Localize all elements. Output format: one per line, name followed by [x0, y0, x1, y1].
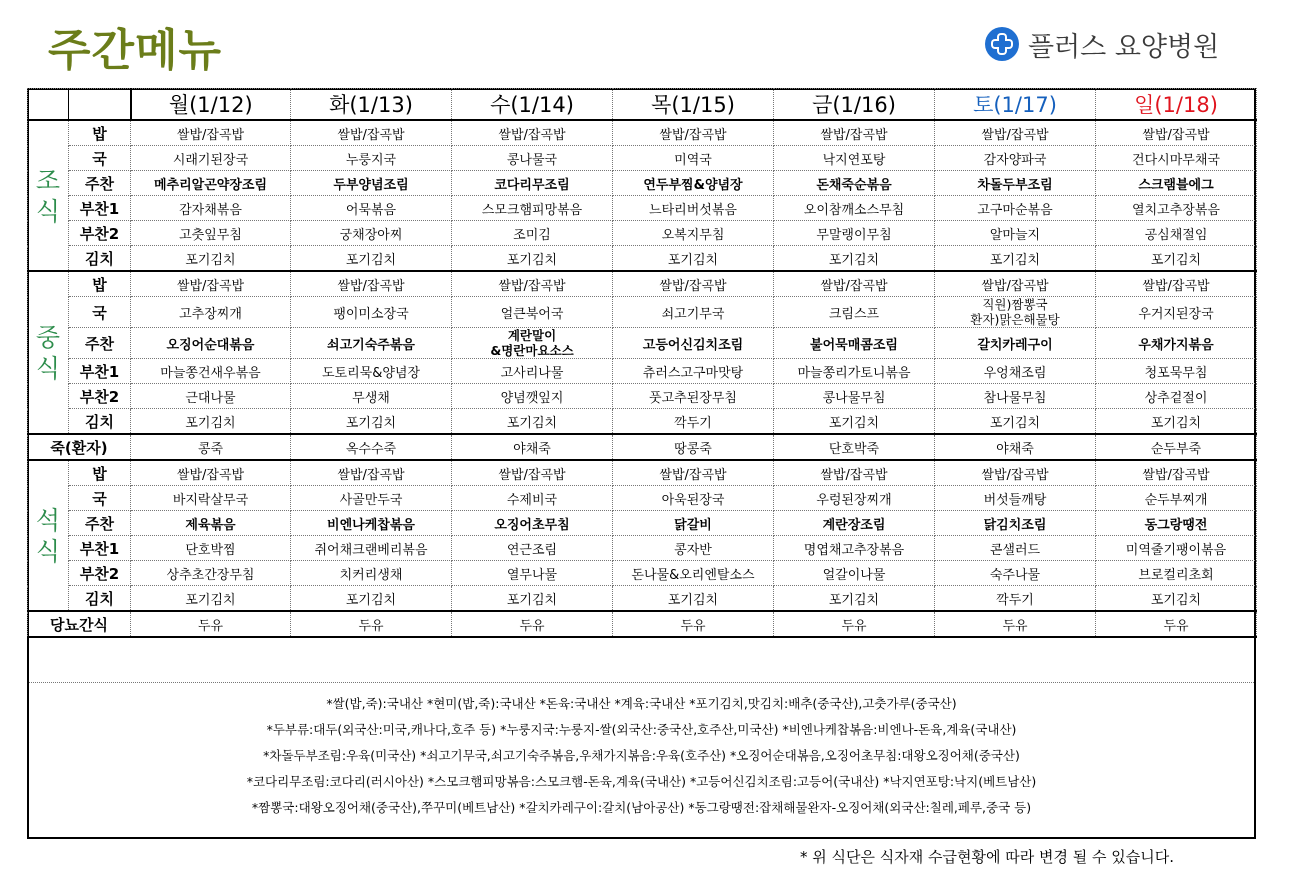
menu-item: 포기김치	[291, 409, 452, 435]
day-header-saturday: 토(1/17)	[935, 89, 1096, 121]
dinner-row	[28, 536, 1257, 561]
menu-item: 두유	[291, 611, 452, 637]
category-label: 주찬	[69, 171, 131, 196]
menu-item: 두부양념조림	[291, 171, 452, 196]
menu-item: 상추겉절이	[1096, 384, 1257, 409]
menu-item: 참나물무침	[935, 384, 1096, 409]
menu-item: 츄러스고구마맛탕	[613, 359, 774, 384]
breakfast-row	[28, 246, 1257, 272]
menu-item: 닭김치조림	[935, 511, 1096, 536]
menu-item: 포기김치	[452, 246, 613, 272]
menu-item: 쌀밥/잡곡밥	[452, 120, 613, 146]
menu-item: 동그랑땡전	[1096, 511, 1257, 536]
menu-item: 포기김치	[452, 409, 613, 435]
menu-item: 명엽채고추장볶음	[774, 536, 935, 561]
menu-item: 단호박찜	[131, 536, 291, 561]
menu-item: 연근조림	[452, 536, 613, 561]
day-header: 목(1/15)	[613, 89, 774, 121]
menu-item: 시래기된장국	[131, 146, 291, 171]
menu-item: 미역줄기팽이볶음	[1096, 536, 1257, 561]
menu-item: 쥐어채크랜베리볶음	[291, 536, 452, 561]
menu-item: 비엔나케찹볶음	[291, 511, 452, 536]
menu-item: 브로컬리초회	[1096, 561, 1257, 586]
category-label: 주찬	[69, 511, 131, 536]
category-label: 국	[69, 297, 131, 328]
day-header: 수(1/14)	[452, 89, 613, 121]
breakfast-row	[28, 196, 1257, 221]
menu-item: 순두부찌개	[1096, 486, 1257, 511]
hospital-logo	[984, 24, 1219, 64]
menu-item: 쌀밥/잡곡밥	[291, 271, 452, 297]
category-label: 밥	[69, 120, 131, 146]
menu-item: 단호박죽	[774, 434, 935, 460]
menu-item: 고추장찌개	[131, 297, 291, 328]
menu-item: 두유	[1096, 611, 1257, 637]
menu-item: 오징어순대볶음	[131, 328, 291, 359]
menu-item: 쌀밥/잡곡밥	[291, 460, 452, 486]
menu-item: 콩나물국	[452, 146, 613, 171]
menu-item: 콩자반	[613, 536, 774, 561]
menu-item: 마늘쫑건새우볶음	[131, 359, 291, 384]
menu-item: 쌀밥/잡곡밥	[1096, 120, 1257, 146]
menu-item: 사골만두국	[291, 486, 452, 511]
menu-item: 열치고추장볶음	[1096, 196, 1257, 221]
menu-item: 아욱된장국	[613, 486, 774, 511]
menu-item: 제육볶음	[131, 511, 291, 536]
menu-item: 고등어신김치조림	[613, 328, 774, 359]
menu-item: 고춧잎무침	[131, 221, 291, 246]
menu-item: 얼큰북어국	[452, 297, 613, 328]
menu-item: 감자양파국	[935, 146, 1096, 171]
category-label: 주찬	[69, 328, 131, 359]
category-label: 부찬1	[69, 536, 131, 561]
menu-item: 쌀밥/잡곡밥	[291, 120, 452, 146]
menu-item: 상추초간장무침	[131, 561, 291, 586]
menu-item: 쌀밥/잡곡밥	[774, 271, 935, 297]
menu-item: 풋고추된장무침	[613, 384, 774, 409]
menu-item: 포기김치	[291, 246, 452, 272]
menu-item: 쌀밥/잡곡밥	[613, 271, 774, 297]
day-header: 화(1/13)	[291, 89, 452, 121]
menu-item: 포기김치	[1096, 246, 1257, 272]
menu-item: 포기김치	[131, 246, 291, 272]
lunch-row	[28, 328, 1257, 359]
menu-item: 직원)짬뽕국 환자)맑은해물탕	[935, 297, 1096, 328]
menu-item: 우채가지볶음	[1096, 328, 1257, 359]
menu-item: 메추리알곤약장조림	[131, 171, 291, 196]
porridge-label: 죽(환자)	[28, 434, 131, 460]
menu-item: 쌀밥/잡곡밥	[613, 460, 774, 486]
plus-cross-icon	[984, 26, 1020, 62]
menu-item: 도토리묵&양념장	[291, 359, 452, 384]
menu-item: 코다리무조림	[452, 171, 613, 196]
menu-item: 수제비국	[452, 486, 613, 511]
menu-item: 쌀밥/잡곡밥	[935, 460, 1096, 486]
menu-item: 쌀밥/잡곡밥	[1096, 460, 1257, 486]
hospital-name: 플러스 요양병원	[1028, 31, 1220, 63]
menu-item: 우엉채조림	[935, 359, 1096, 384]
menu-item: 쌀밥/잡곡밥	[452, 271, 613, 297]
diabetic_snack-label: 당뇨간식	[28, 611, 131, 637]
category-label: 부찬1	[69, 359, 131, 384]
lunch-row	[28, 409, 1257, 435]
category-label: 김치	[69, 246, 131, 272]
menu-item: 포기김치	[1096, 409, 1257, 435]
menu-item: 바지락살무국	[131, 486, 291, 511]
menu-item: 크림스프	[774, 297, 935, 328]
menu-item: 두유	[935, 611, 1096, 637]
menu-item: 포기김치	[774, 586, 935, 612]
menu-item: 스크램블에그	[1096, 171, 1257, 196]
menu-item: 쌀밥/잡곡밥	[774, 120, 935, 146]
dinner-row	[28, 586, 1257, 612]
menu-item: 차돌두부조림	[935, 171, 1096, 196]
menu-item: 감자채볶음	[131, 196, 291, 221]
category-label: 밥	[69, 271, 131, 297]
menu-item: 땅콩죽	[613, 434, 774, 460]
menu-item: 숙주나물	[935, 561, 1096, 586]
menu-item: 쌀밥/잡곡밥	[1096, 271, 1257, 297]
diabetic_snack-row	[28, 611, 1257, 637]
menu-item: 포기김치	[131, 409, 291, 435]
menu-item: 쌀밥/잡곡밥	[452, 460, 613, 486]
menu-item: 누룽지국	[291, 146, 452, 171]
menu-item: 포기김치	[774, 246, 935, 272]
dinner-row	[28, 486, 1257, 511]
menu-item: 포기김치	[774, 409, 935, 435]
corner-cell-2	[69, 89, 131, 121]
menu-item: 콩나물무침	[774, 384, 935, 409]
menu-item: 콩죽	[131, 434, 291, 460]
menu-item: 깍두기	[613, 409, 774, 435]
dinner-row	[28, 561, 1257, 586]
day-header-sunday: 일(1/18)	[1096, 89, 1257, 121]
menu-item: 쌀밥/잡곡밥	[613, 120, 774, 146]
menu-item: 연두부찜&양념장	[613, 171, 774, 196]
porridge-row	[28, 434, 1257, 460]
breakfast-row	[28, 171, 1257, 196]
origin-note: *짬뽕국:대왕오징어채(중국산),쭈꾸미(베트남산) *갈치카레구이:갈치(남아공산) *동그랑땡전:잡채해물완자-오징어채(외국산:칠레,페루,중국 등)	[251, 800, 1032, 815]
menu-item: 양념깻잎지	[452, 384, 613, 409]
category-label: 국	[69, 486, 131, 511]
category-label: 밥	[69, 460, 131, 486]
menu-item: 팽이미소장국	[291, 297, 452, 328]
menu-item: 돈나물&오리엔탈소스	[613, 561, 774, 586]
menu-item: 청포묵무침	[1096, 359, 1257, 384]
menu-item: 미역국	[613, 146, 774, 171]
menu-item: 궁채장아찌	[291, 221, 452, 246]
menu-item: 무말랭이무침	[774, 221, 935, 246]
menu-item: 얼갈이나물	[774, 561, 935, 586]
menu-item: 오복지무침	[613, 221, 774, 246]
category-label: 부찬2	[69, 561, 131, 586]
menu-item: 야채죽	[935, 434, 1096, 460]
menu-item: 두유	[774, 611, 935, 637]
menu-item: 낙지연포탕	[774, 146, 935, 171]
menu-item: 불어묵매콤조림	[774, 328, 935, 359]
lunch-row	[28, 384, 1257, 409]
menu-item: 쌀밥/잡곡밥	[131, 460, 291, 486]
menu-item: 두유	[131, 611, 291, 637]
page-title: 주간메뉴	[48, 25, 223, 76]
menu-item: 조미김	[452, 221, 613, 246]
menu-item: 갈치카레구이	[935, 328, 1096, 359]
menu-item: 쇠고기숙주볶음	[291, 328, 452, 359]
menu-item: 쇠고기무국	[613, 297, 774, 328]
menu-item: 야채죽	[452, 434, 613, 460]
menu-item: 무생채	[291, 384, 452, 409]
menu-item: 우거지된장국	[1096, 297, 1257, 328]
menu-item: 두유	[613, 611, 774, 637]
menu-item: 쌀밥/잡곡밥	[131, 271, 291, 297]
category-label: 김치	[69, 586, 131, 612]
category-label: 부찬2	[69, 384, 131, 409]
menu-item: 오이참깨소스무침	[774, 196, 935, 221]
lunch-row	[28, 297, 1257, 328]
breakfast-label: 조 식	[28, 120, 69, 271]
menu-item: 느타리버섯볶음	[613, 196, 774, 221]
menu-item: 쌀밥/잡곡밥	[774, 460, 935, 486]
menu-item: 포기김치	[613, 246, 774, 272]
menu-item: 스모크햄피망볶음	[452, 196, 613, 221]
category-label: 부찬1	[69, 196, 131, 221]
menu-item: 어묵볶음	[291, 196, 452, 221]
lunch-label: 중 식	[28, 271, 69, 434]
dinner-label: 석 식	[28, 460, 69, 611]
menu-item: 돈채죽순볶음	[774, 171, 935, 196]
menu-item: 근대나물	[131, 384, 291, 409]
menu-item: 닭갈비	[613, 511, 774, 536]
menu-item: 순두부죽	[1096, 434, 1257, 460]
category-label: 국	[69, 146, 131, 171]
menu-item: 버섯들깨탕	[935, 486, 1096, 511]
menu-item: 깍두기	[935, 586, 1096, 612]
day-header: 금(1/16)	[774, 89, 935, 121]
menu-item: 마늘쫑리가토니볶음	[774, 359, 935, 384]
menu-item: 고사리나물	[452, 359, 613, 384]
menu-item: 오징어초무침	[452, 511, 613, 536]
menu-item: 포기김치	[291, 586, 452, 612]
origin-note: *차돌두부조림:우육(미국산) *쇠고기무국,쇠고기숙주볶음,우채가지볶음:우육(호주산) *오징어순대볶음,오징어초무침:대왕오징어채(중국산)	[263, 748, 1020, 763]
day-header-row	[28, 89, 1257, 121]
dinner-row	[28, 460, 1257, 486]
menu-item: 두유	[452, 611, 613, 637]
menu-item: 옥수수죽	[291, 434, 452, 460]
breakfast-row	[28, 146, 1257, 171]
origin-notes	[29, 682, 1254, 813]
origin-note: *코다리무조림:코다리(러시아산) *스모크햄피망볶음:스모크햄-돈육,계육(국내산) *고등어신김치조림:고등어(국내산) *낙지연포탕:낙지(베트남산)	[246, 774, 1037, 789]
menu-item: 계란장조림	[774, 511, 935, 536]
menu-item: 알마늘지	[935, 221, 1096, 246]
menu-item: 쌀밥/잡곡밥	[131, 120, 291, 146]
breakfast-row	[28, 221, 1257, 246]
menu-item: 포기김치	[935, 409, 1096, 435]
menu-item: 포기김치	[935, 246, 1096, 272]
weekly-menu-table	[27, 88, 1257, 638]
menu-item: 열무나물	[452, 561, 613, 586]
menu-item: 포기김치	[131, 586, 291, 612]
lunch-row	[28, 359, 1257, 384]
menu-item: 포기김치	[1096, 586, 1257, 612]
dinner-row	[28, 511, 1257, 536]
menu-item: 포기김치	[452, 586, 613, 612]
menu-item: 공심채절임	[1096, 221, 1257, 246]
footnote: * 위 식단은 식자재 수급현황에 따라 변경 될 수 있습니다.	[800, 848, 1174, 866]
category-label: 김치	[69, 409, 131, 435]
menu-item: 콘샐러드	[935, 536, 1096, 561]
day-header: 월(1/12)	[131, 89, 291, 121]
corner-cell	[28, 89, 69, 121]
lunch-row	[28, 271, 1257, 297]
menu-item: 쌀밥/잡곡밥	[935, 120, 1096, 146]
breakfast-row	[28, 120, 1257, 146]
menu-item: 쌀밥/잡곡밥	[935, 271, 1096, 297]
menu-item: 고구마순볶음	[935, 196, 1096, 221]
menu-item: 치커리생채	[291, 561, 452, 586]
menu-item: 포기김치	[613, 586, 774, 612]
menu-item: 우렁된장찌개	[774, 486, 935, 511]
menu-item: 계란말이 &명란마요소스	[452, 328, 613, 359]
category-label: 부찬2	[69, 221, 131, 246]
origin-note: *두부류:대두(외국산:미국,캐나다,호주 등) *누룽지국:누룽지-쌀(외국산:중국산,호주산,미국산) *비엔나케찹볶음:비엔나-돈육,계육(국내산)	[266, 722, 1017, 737]
menu-item: 건다시마무채국	[1096, 146, 1257, 171]
origin-note: *쌀(밥,죽):국내산 *현미(밥,죽):국내산 *돈육:국내산 *계육:국내산 *포기김치,맛김치:배추(중국산),고춧가루(중국산)	[326, 696, 957, 711]
